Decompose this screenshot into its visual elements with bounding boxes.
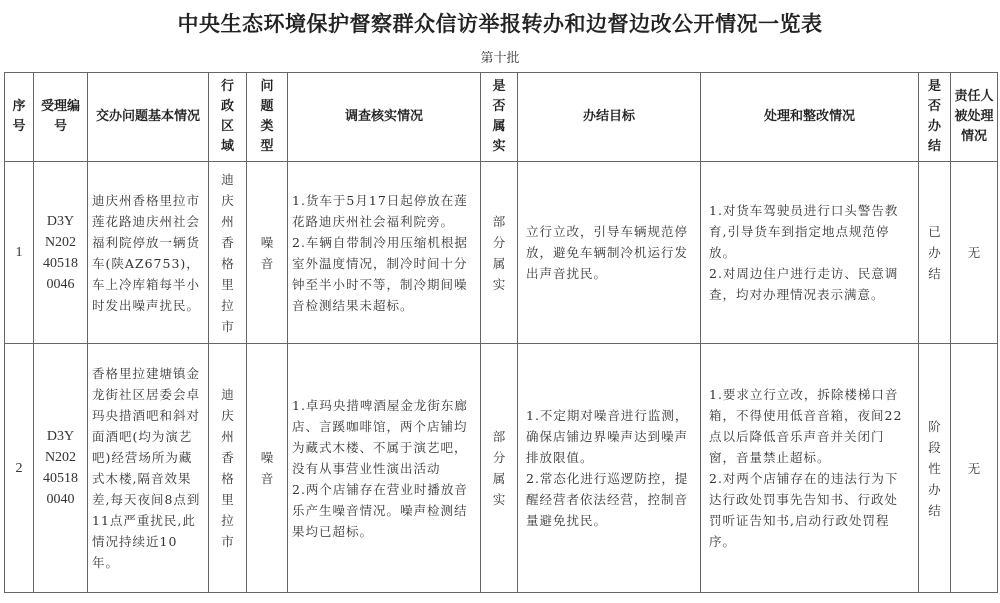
id-line: 40518 xyxy=(43,255,78,271)
header-accountability: 责任人被处理情况 xyxy=(951,73,998,162)
cell-investigation xyxy=(288,344,481,593)
id-line: D3Y xyxy=(46,429,75,444)
cell-seq: 1 xyxy=(5,162,34,344)
header-seq: 序号 xyxy=(5,73,34,162)
document-title: 中央生态环境保护督察群众信访举报转办和边督边改公开情况一览表 xyxy=(177,11,823,36)
investigation-item: 1.货车于5月17日起停放在莲花路迪庆州社会福利院旁。 xyxy=(292,192,468,229)
table-row xyxy=(5,162,998,344)
id-line: N202 xyxy=(44,450,77,465)
handling-item: 1.要求立行立改，拆除楼梯口音箱，不得使用低音音箱，夜间22点以后降低音乐声音并关闭门窗，音量禁止超标。 xyxy=(709,387,903,465)
header-type: 问题类型 xyxy=(247,73,288,162)
header-verified: 是否属实 xyxy=(481,73,518,162)
investigation-item: 2.车辆自带制冷用压缩机根据室外温度情况，制冷时间十分钟至半小时不等，制冷期间噪音检测结果未超标。 xyxy=(292,234,468,313)
id-line: D3Y xyxy=(46,213,75,229)
id-line: 40518 xyxy=(43,471,78,486)
id-line: 0046 xyxy=(46,276,75,292)
cell-goal xyxy=(518,162,701,344)
header-issue: 交办问题基本情况 xyxy=(88,73,209,162)
header-investigation: 调查核实情况 xyxy=(288,73,481,162)
cell-issue: 迪庆州香格里拉市莲花路迪庆州社会福利院停放一辆货车(陕AZ6753)，车上冷库箱每半小时发出噪声扰民。 xyxy=(88,162,209,344)
handling-item: 2.对周边住户进行走访、民意调查，均对办理情况表示满意。 xyxy=(709,266,899,302)
cell-type: 噪音 xyxy=(247,344,288,593)
cell-id xyxy=(34,344,88,593)
header-closed: 是否办结 xyxy=(919,73,951,162)
cell-goal xyxy=(518,344,701,593)
cell-verified: 部分属实 xyxy=(481,344,518,593)
cell-seq: 2 xyxy=(5,344,34,593)
header-row xyxy=(5,73,998,162)
id-line: 0040 xyxy=(46,492,75,507)
cell-region: 迪庆州香格里拉市 xyxy=(209,344,247,593)
header-id: 受理编号 xyxy=(34,73,88,162)
goal-item: 立行立改，引导车辆规范停放，避免车辆制冷机运行发出声音扰民。 xyxy=(526,224,689,281)
cell-closed: 已办结 xyxy=(919,162,951,344)
cell-investigation xyxy=(288,162,481,344)
goal-item: 1.不定期对噪音进行监测，确保店铺边界噪声达到噪声排放限值。 xyxy=(526,408,689,465)
cell-type: 噪音 xyxy=(247,162,288,344)
cell-accountability: 无 xyxy=(951,162,998,344)
cell-region: 迪庆州香格里拉市 xyxy=(209,162,247,344)
complaint-table xyxy=(4,72,998,593)
header-region: 行政区域 xyxy=(209,73,247,162)
cell-id xyxy=(34,162,88,344)
goal-item: 2.常态化进行巡逻防控，提醒经营者依法经营，控制音量避免扰民。 xyxy=(526,471,689,528)
cell-verified: 部分属实 xyxy=(481,162,518,344)
investigation-item: 1.卓玛央措啤酒屋金龙街东廊店、言蹊咖啡馆，两个店铺均为藏式木楼、不属于演艺吧，没有从事营业性演出活动 xyxy=(292,397,468,476)
table-row xyxy=(5,344,998,593)
id-line: N202 xyxy=(44,234,77,250)
cell-handling xyxy=(701,344,919,593)
investigation-item: 2.两个店铺存在营业时播放音乐产生噪音情况。噪声检测结果均已超标。 xyxy=(292,481,468,539)
cell-closed: 阶段性办结 xyxy=(919,344,951,593)
cell-handling xyxy=(701,162,919,344)
handling-item: 2.对两个店铺存在的违法行为下达行政处罚事先告知书、行政处罚听证告知书,启动行政处罚程序。 xyxy=(709,471,899,549)
header-goal: 办结目标 xyxy=(518,73,701,162)
cell-issue: 香格里拉建塘镇金龙街社区居委会卓玛央措酒吧和斜对面酒吧(均为演艺吧)经营场所为藏式木楼,隔音效果差,每天夜间8点到11点严重扰民,此情况持续近10年。 xyxy=(88,344,209,593)
batch-label: 第十批 xyxy=(480,51,520,66)
header-handling: 处理和整改情况 xyxy=(701,73,919,162)
handling-item: 1.对货车驾驶员进行口头警告教育,引导货车到指定地点规范停放。 xyxy=(709,203,899,260)
cell-accountability: 无 xyxy=(951,344,998,593)
